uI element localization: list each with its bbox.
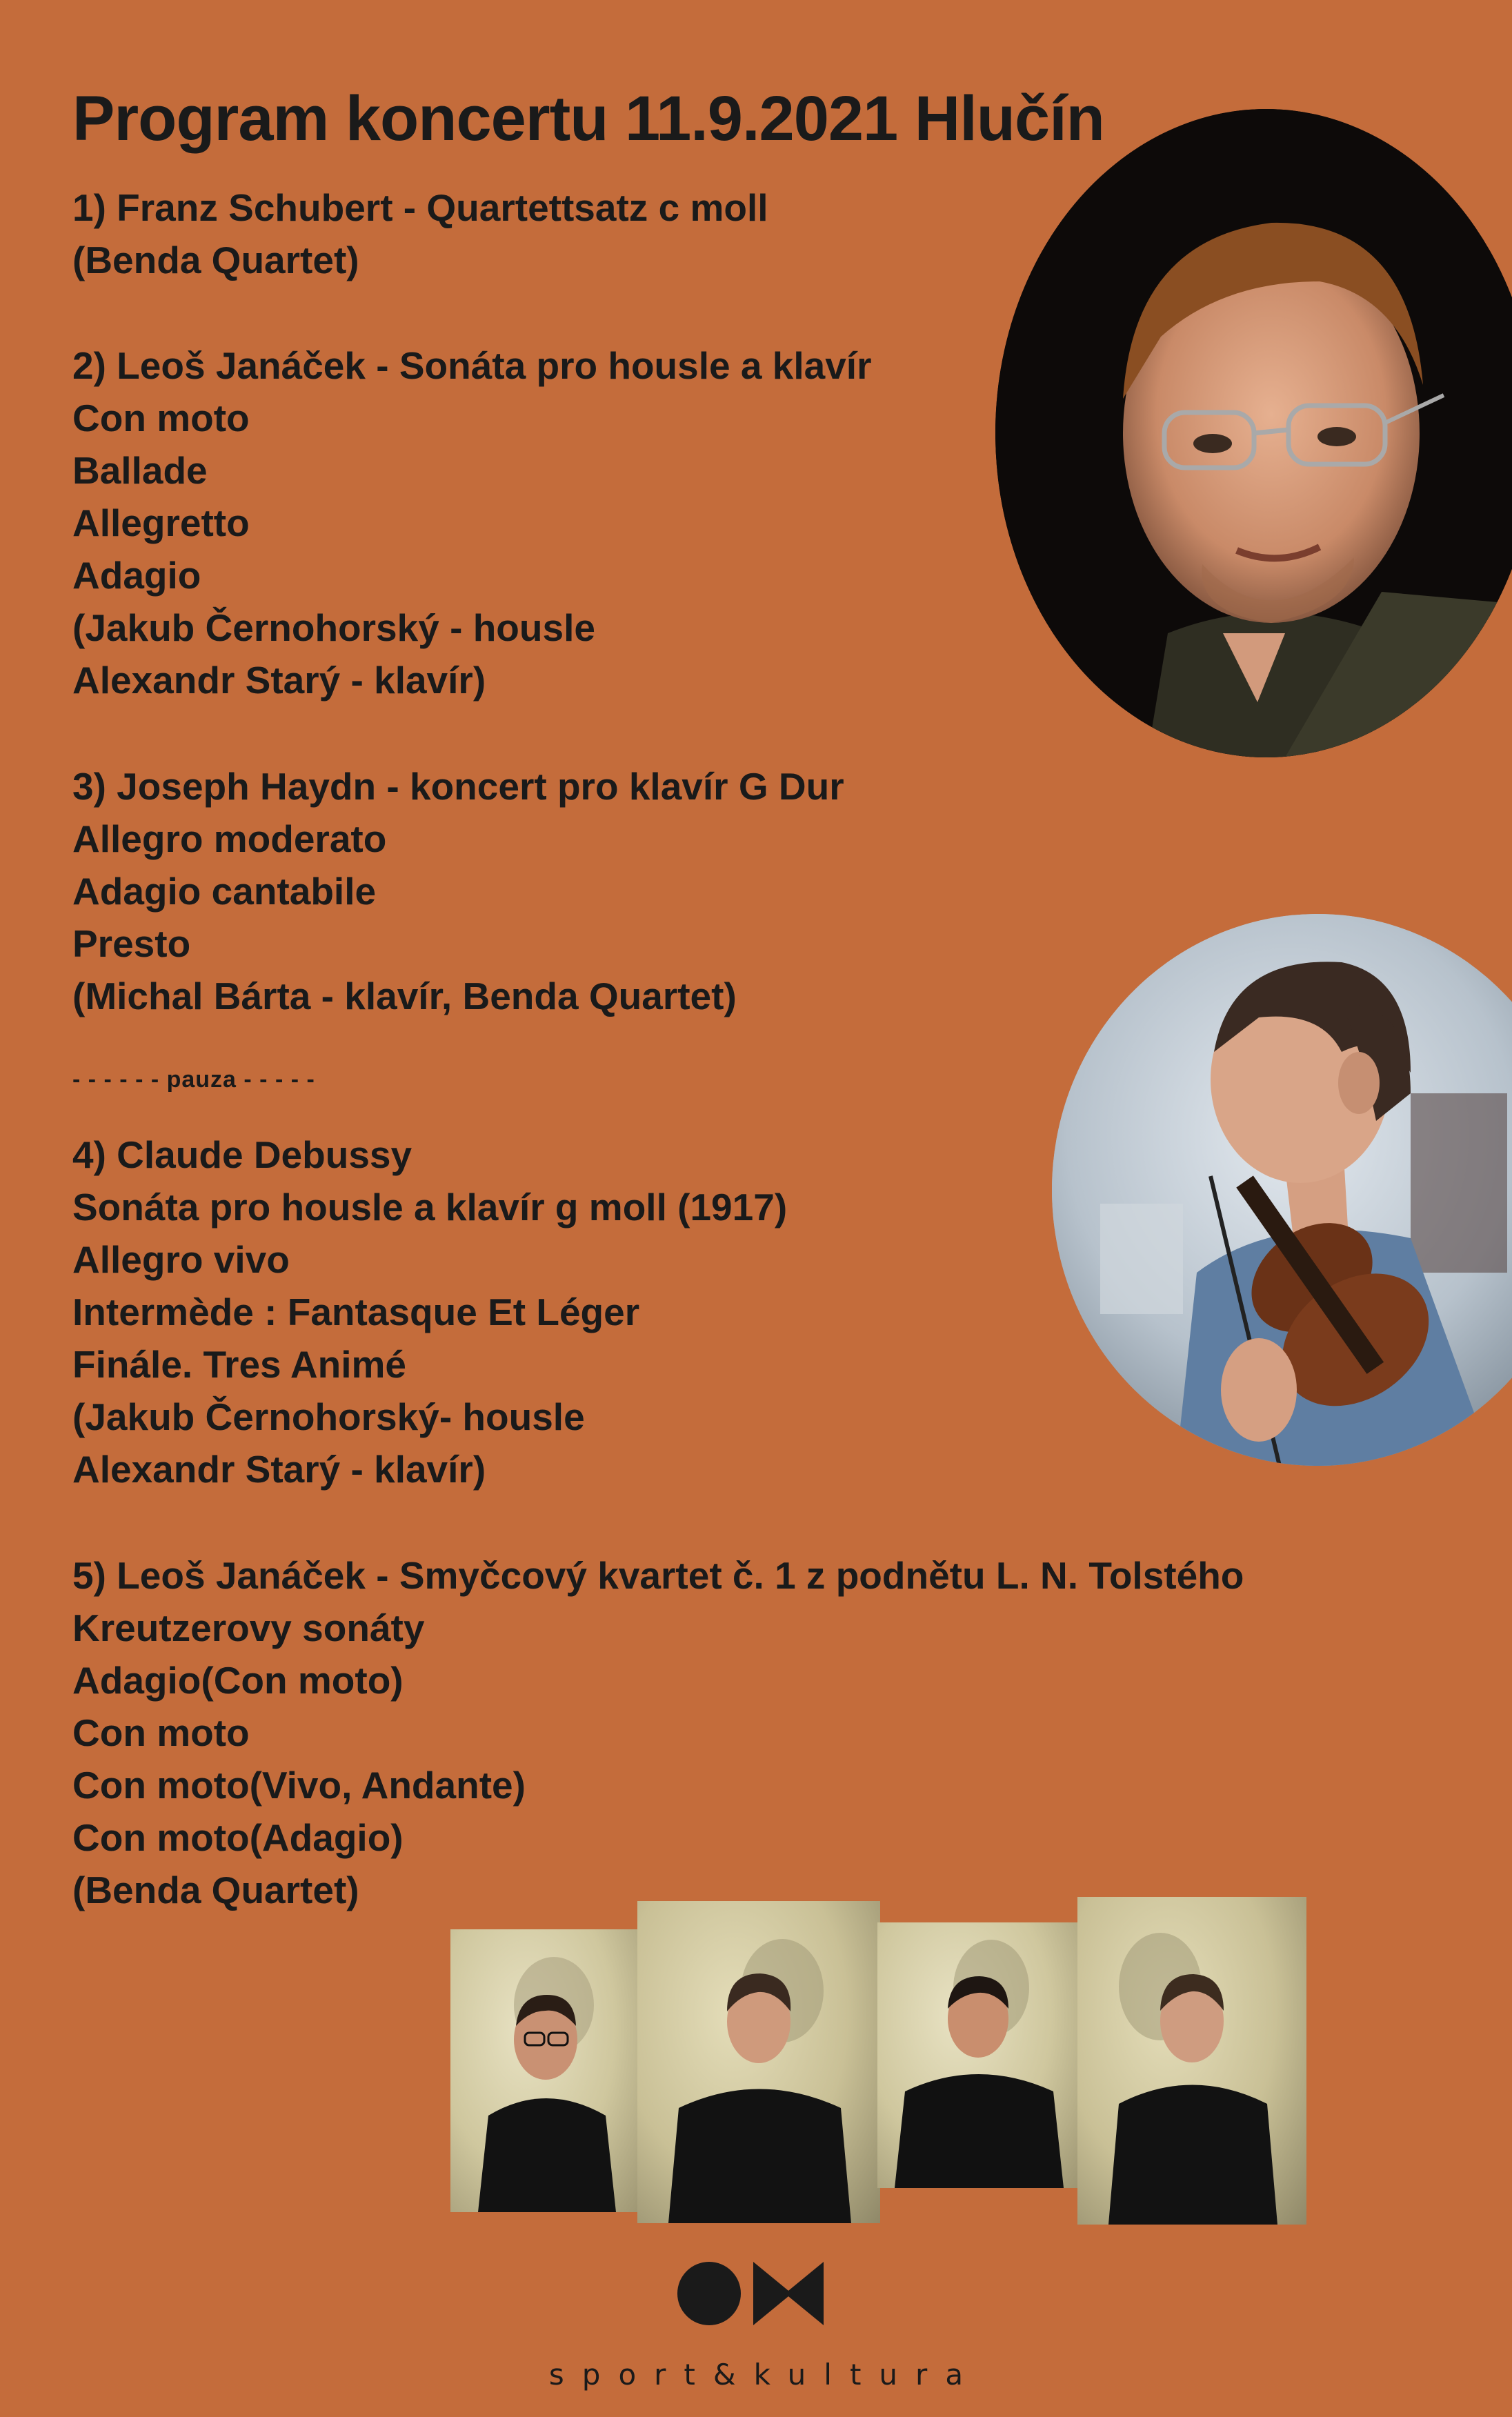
- person-silhouette: [450, 1929, 641, 2212]
- page-title: Program koncertu 11.9.2021 Hlučín: [72, 83, 1104, 154]
- quartet-member-photo: [637, 1901, 880, 2223]
- program-line: Con moto(Vivo, Andante): [72, 1764, 526, 1807]
- quartet-member-photo: [450, 1929, 641, 2212]
- program-line: Sonáta pro housle a klavír g moll (1917): [72, 1186, 788, 1229]
- program-line: Adagio(Con moto): [72, 1659, 404, 1702]
- program-line: Alexandr Starý - klavír): [72, 659, 486, 702]
- program-line: (Jakub Černohorský- housle: [72, 1395, 585, 1438]
- program-line: (Benda Quartet): [72, 1869, 359, 1911]
- program-line: Con moto(Adagio): [72, 1816, 404, 1859]
- pianist-portrait: [995, 109, 1512, 757]
- person-silhouette: [877, 1922, 1079, 2188]
- person-silhouette: [637, 1901, 880, 2223]
- sport-kultura-logo-icon: [676, 2259, 835, 2328]
- program-line: 4) Claude Debussy: [72, 1133, 412, 1176]
- violinist-portrait-illustration: [1052, 914, 1512, 1466]
- program-line: Allegretto: [72, 501, 250, 544]
- program-line: Allegro moderato: [72, 817, 387, 860]
- program-line: Alexandr Starý - klavír): [72, 1448, 486, 1491]
- program-line: Intermède : Fantasque Et Léger: [72, 1291, 640, 1333]
- logo-wordmark: sport&kultura: [548, 2358, 982, 2391]
- program-line: 5) Leoš Janáček - Smyčcový kvartet č. 1 z podnětu L. N. Tolstého: [72, 1554, 1244, 1597]
- program-line: Allegro vivo: [72, 1238, 290, 1281]
- quartet-member-photo: [877, 1922, 1079, 2188]
- program-line: (Michal Bárta - klavír, Benda Quartet): [72, 975, 737, 1017]
- program-line: Con moto: [72, 397, 250, 439]
- program-line: 3) Joseph Haydn - koncert pro klavír G Dur: [72, 765, 844, 808]
- program-line: Kreutzerovy sonáty: [72, 1607, 425, 1649]
- pianist-portrait-illustration: [995, 109, 1512, 757]
- program-line: (Jakub Černohorský - housle: [72, 606, 595, 649]
- program-line: Presto: [72, 922, 191, 965]
- program-line: Adagio cantabile: [72, 870, 377, 913]
- violinist-portrait: [1052, 914, 1512, 1466]
- person-silhouette: [1077, 1897, 1306, 2225]
- program-line: Adagio: [72, 554, 201, 597]
- program-line: 1) Franz Schubert - Quartettsatz c moll: [72, 186, 768, 229]
- program-line: (Benda Quartet): [72, 239, 359, 281]
- pause-separator: - - - - - - pauza - - - - -: [72, 1066, 315, 1093]
- program-line: Finále. Tres Animé: [72, 1343, 406, 1386]
- program-line: 2) Leoš Janáček - Sonáta pro housle a klavír: [72, 344, 872, 387]
- program-line: Con moto: [72, 1711, 250, 1754]
- program-line: Ballade: [72, 449, 208, 492]
- quartet-member-photo: [1077, 1897, 1306, 2225]
